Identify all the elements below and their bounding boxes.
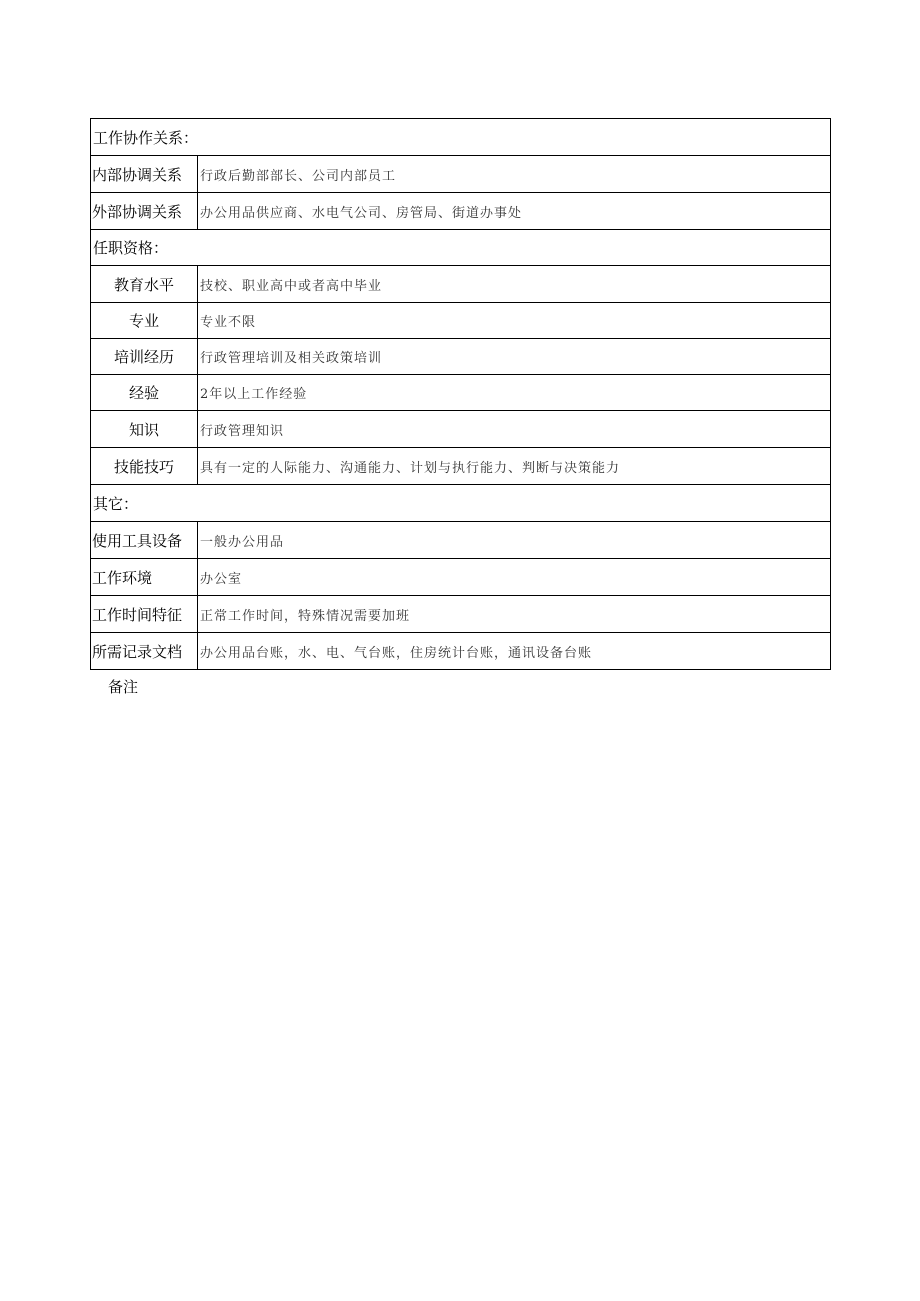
row-value: 正常工作时间，特殊情况需要加班 xyxy=(198,596,831,633)
row-label: 所需记录文档 xyxy=(91,633,198,670)
table-row xyxy=(91,303,831,339)
row-label: 经验 xyxy=(91,375,198,411)
row-label: 技能技巧 xyxy=(91,448,198,485)
job-description-table xyxy=(90,118,831,670)
section-title-qualifications: 任职资格： xyxy=(91,230,831,266)
table-row xyxy=(91,266,831,303)
table-row xyxy=(91,522,831,559)
row-value: 行政管理知识 xyxy=(198,411,831,448)
table-row xyxy=(91,596,831,633)
section-row-other xyxy=(91,485,831,522)
table-row xyxy=(91,411,831,448)
table-row xyxy=(91,559,831,596)
row-label: 内部协调关系 xyxy=(91,156,198,193)
table-row xyxy=(91,375,831,411)
row-label: 工作时间特征 xyxy=(91,596,198,633)
table-row xyxy=(91,339,831,375)
section-row-work-relations xyxy=(91,119,831,156)
table-row xyxy=(91,156,831,193)
section-title-work-relations: 工作协作关系： xyxy=(91,119,831,156)
row-value: 行政管理培训及相关政策培训 xyxy=(198,339,831,375)
section-title-other: 其它： xyxy=(91,485,831,522)
row-value: 一般办公用品 xyxy=(198,522,831,559)
row-label: 使用工具设备 xyxy=(91,522,198,559)
row-value: 技校、职业高中或者高中毕业 xyxy=(198,266,831,303)
table-row xyxy=(91,633,831,670)
row-label: 知识 xyxy=(91,411,198,448)
row-label: 外部协调关系 xyxy=(91,193,198,230)
table-row xyxy=(91,448,831,485)
table-row xyxy=(91,193,831,230)
row-value: 办公用品供应商、水电气公司、房管局、街道办事处 xyxy=(198,193,831,230)
row-value: 行政后勤部部长、公司内部员工 xyxy=(198,156,831,193)
row-label: 工作环境 xyxy=(91,559,198,596)
row-label: 教育水平 xyxy=(91,266,198,303)
row-value: 具有一定的人际能力、沟通能力、计划与执行能力、判断与决策能力 xyxy=(198,448,831,485)
row-value: 办公用品台账，水、电、气台账，住房统计台账，通讯设备台账 xyxy=(198,633,831,670)
row-label: 培训经历 xyxy=(91,339,198,375)
row-value: 办公室 xyxy=(198,559,831,596)
row-value: 2年以上工作经验 xyxy=(198,375,831,411)
note-label: 备注 xyxy=(108,678,139,696)
row-label: 专业 xyxy=(91,303,198,339)
section-row-qualifications xyxy=(91,230,831,266)
row-value: 专业不限 xyxy=(198,303,831,339)
